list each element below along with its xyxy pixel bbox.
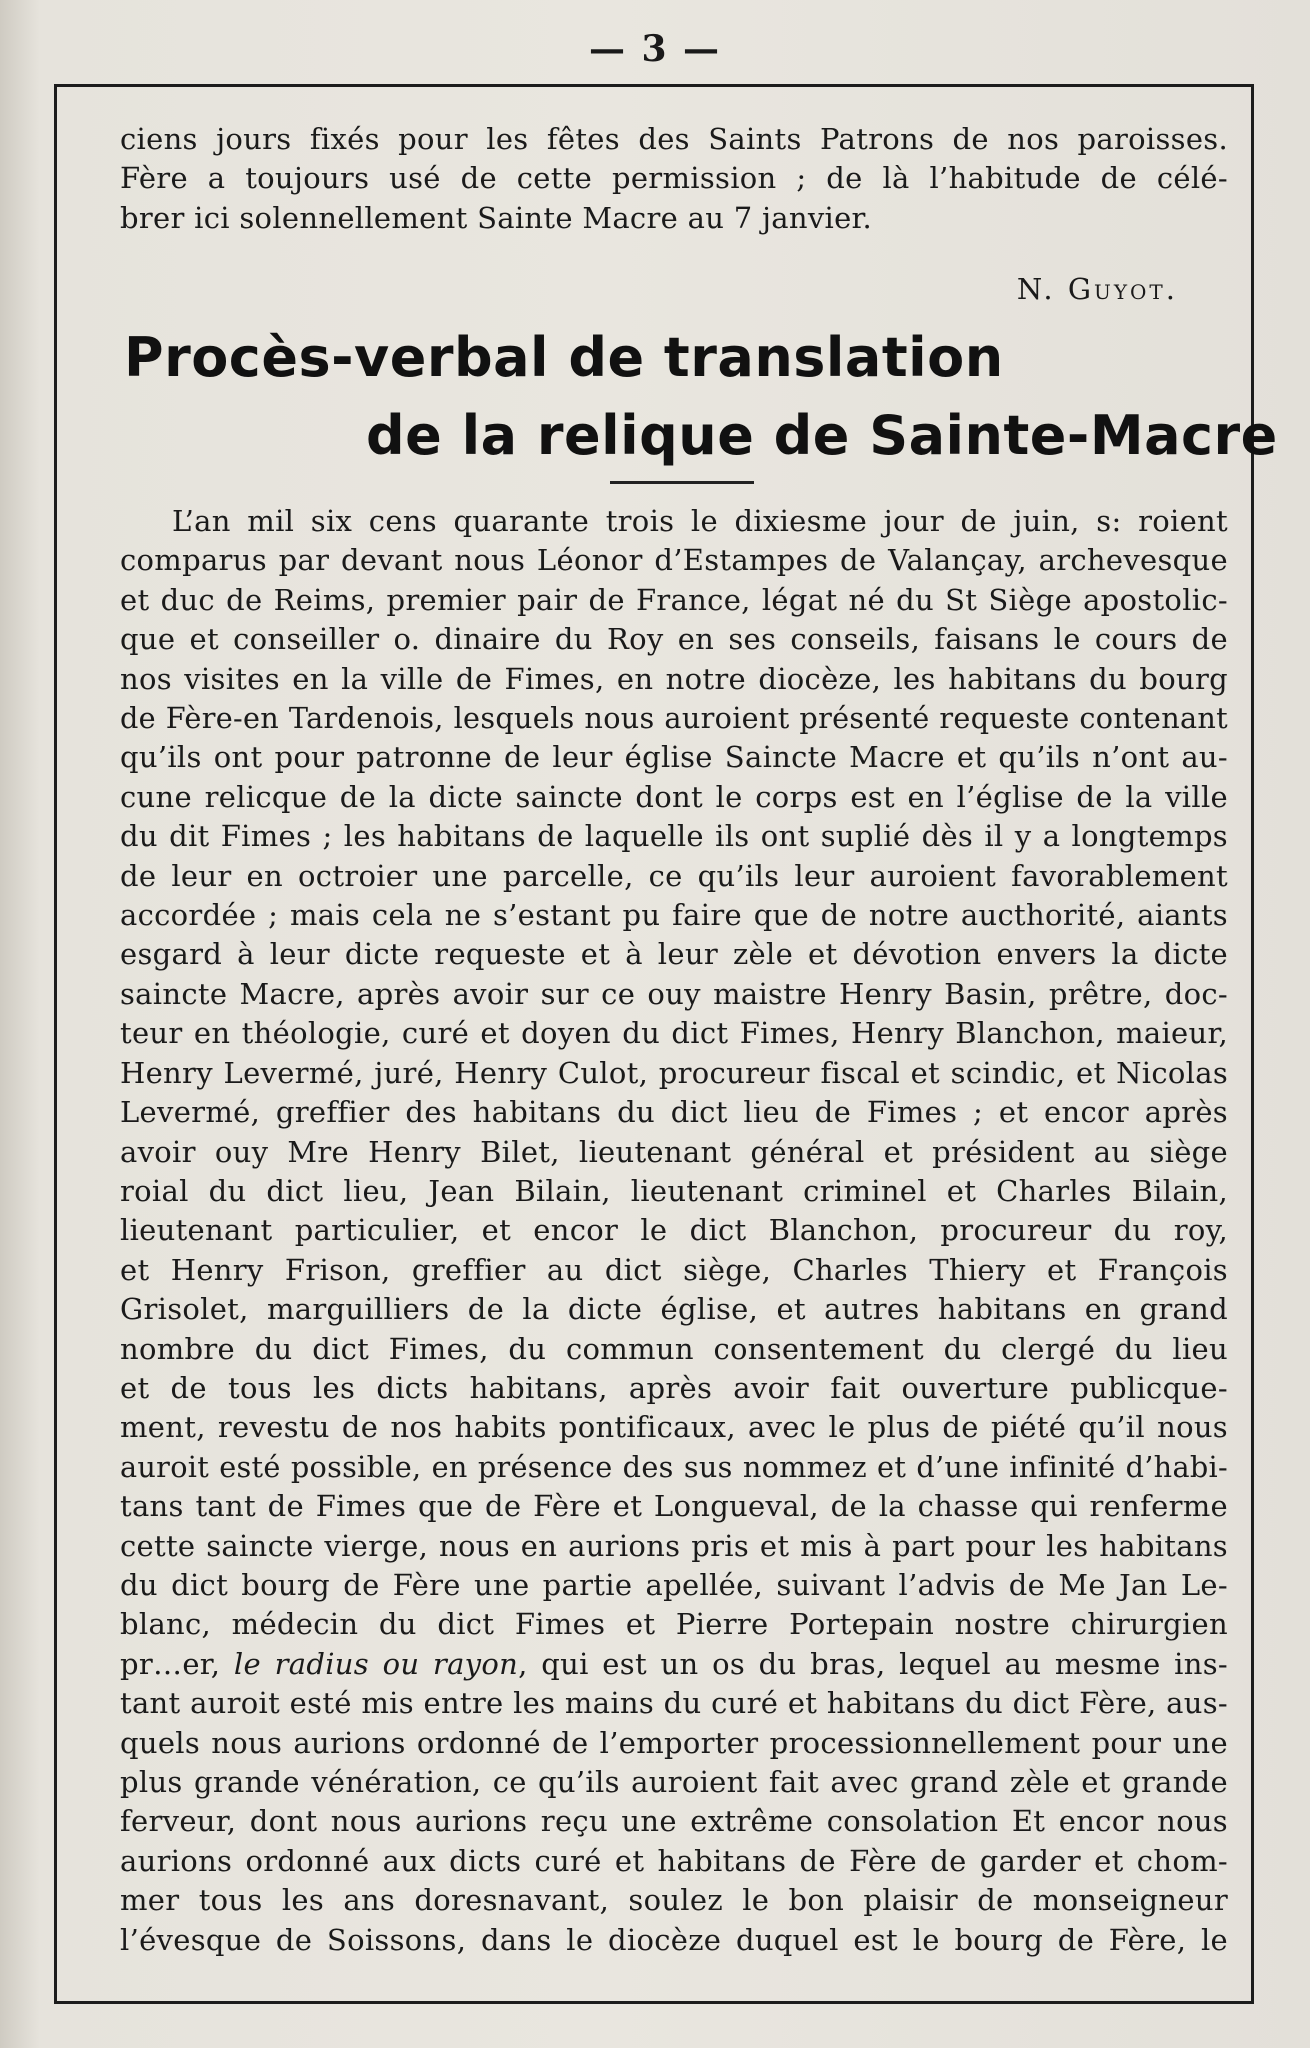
body-line: nombre du dict Fimes, du commun consentement du clergé du lieu xyxy=(120,1331,1228,1366)
intro-line: brer ici solennellement Sainte Macre au 7 janvier. xyxy=(120,200,873,235)
body-line: Grisolet, marguilliers de la dicte église, et autres habitans en grand xyxy=(120,1292,1228,1327)
title-divider xyxy=(610,481,754,484)
body-line: de leur en octroier une parcelle, ce qu’ils leur auroient favorablement xyxy=(120,858,1228,893)
body-line: roial du dict lieu, Jean Bilain, lieutenant criminel et Charles Bilain, xyxy=(120,1173,1228,1208)
body-line: de Fère-en Tardenois, lesquels nous auroient présenté requeste contenant xyxy=(120,701,1228,736)
body-line: saincte Macre, après avoir sur ce ouy maistre Henry Basin, prêtre, doc- xyxy=(120,976,1228,1011)
body-line: quels nous aurions ordonné de l’emporter processionnellement pour une xyxy=(120,1725,1228,1760)
article-title-line-2: de la relique de Sainte-Macre xyxy=(366,404,1278,467)
article-title-line-1: Procès-verbal de translation xyxy=(124,326,1004,389)
body-line: cette saincte vierge, nous en aurions pris et mis à part pour les habitans xyxy=(120,1528,1228,1563)
body-line-segment: pr…er, xyxy=(120,1646,234,1681)
body-line: et Henry Frison, greffier au dict siège, Charles Thiery et François xyxy=(120,1252,1228,1287)
body-line: et duc de Reims, premier pair de France, légat né du St Siège apostolic- xyxy=(120,582,1228,617)
body-line: auroit esté possible, en présence des sus nommez et d’une infinité d’habi- xyxy=(120,1449,1228,1484)
body-line: ferveur, dont nous aurions reçu une extrême consolation Et encor nous xyxy=(120,1804,1228,1839)
body-line: aurions ordonné aux dicts curé et habitans de Fère de garder et chom- xyxy=(120,1843,1228,1878)
intro-line: Fère a toujours usé de cette permission ; de là l’habitude de célé- xyxy=(120,161,1228,196)
body-line: tans tant de Fimes que de Fère et Longueval, de la chasse qui renferme xyxy=(120,1489,1228,1524)
article-body xyxy=(120,502,1228,1960)
body-line: que et conseiller o. dinaire du Roy en ses conseils, faisans le cours de xyxy=(120,622,1228,657)
body-line: qu’ils ont pour patronne de leur église Saincte Macre et qu’ils n’ont au- xyxy=(120,740,1228,775)
body-line: comparus par devant nous Léonor d’Estampes de Valançay, archevesque xyxy=(120,543,1228,578)
body-line: plus grande vénération, ce qu’ils auroient fait avec grand zèle et grande xyxy=(120,1765,1228,1799)
body-line: esgard à leur dicte requeste et à leur zèle et dévotion envers la dicte xyxy=(120,937,1228,972)
page-number: — 3 — xyxy=(588,28,722,70)
author-signature: N. Guyot. xyxy=(1016,272,1178,306)
body-line: accordée ; mais cela ne s’estant pu faire que de notre aucthorité, aiants xyxy=(120,898,1228,933)
body-line: Henry Levermé, juré, Henry Culot, procureur fiscal et scindic, et Nicolas xyxy=(120,1055,1228,1090)
body-line: l’évesque de Soissons, dans le diocèze duquel est le bourg de Fère, le xyxy=(120,1922,1228,1957)
body-line: lieutenant particulier, et encor le dict Blanchon, procureur du roy, xyxy=(120,1213,1228,1248)
body-line: ment, revestu de nos habits pontificaux, avec le plus de piété qu’il nous xyxy=(120,1410,1228,1445)
body-line: avoir ouy Mre Henry Bilet, lieutenant général et président au siège xyxy=(120,1134,1228,1169)
body-line: Levermé, greffier des habitans du dict lieu de Fimes ; et encor après xyxy=(120,1095,1228,1130)
italic-phrase: le radius ou rayon xyxy=(233,1646,519,1681)
body-line: et de tous les dicts habitans, après avoir fait ouverture publicque- xyxy=(120,1370,1228,1405)
body-line: L’an mil six cens quarante trois le dixiesme jour de juin, s: roient xyxy=(172,504,1228,538)
body-line: blanc, médecin du dict Fimes et Pierre Portepain nostre chirurgien xyxy=(120,1607,1228,1642)
body-line: teur en théologie, curé et doyen du dict Fimes, Henry Blanchon, maieur, xyxy=(120,1016,1228,1051)
body-line: cune relicque de la dicte saincte dont le corps est en l’église de la ville xyxy=(120,779,1228,814)
body-line-with-italic xyxy=(120,1645,1228,1684)
body-line: tant auroit esté mis entre les mains du curé et habitans du dict Fère, aus- xyxy=(120,1686,1228,1721)
body-line: nos visites en la ville de Fimes, en notre diocèze, les habitans du bourg xyxy=(120,661,1228,696)
body-line: mer tous les ans doresnavant, soulez le bon plaisir de monseigneur xyxy=(120,1883,1228,1918)
intro-line: ciens jours fixés pour les fêtes des Saints Patrons de nos paroisses. xyxy=(120,122,1228,156)
body-line: du dict bourg de Fère une partie apellée, suivant l’advis de Me Jan Le- xyxy=(120,1567,1228,1602)
intro-paragraph xyxy=(120,120,1228,238)
body-line-segment: , qui est un os du bras, lequel au mesme ins- xyxy=(518,1646,1228,1681)
body-line: du dit Fimes ; les habitans de laquelle ils ont suplié dès il y a longtemps xyxy=(120,819,1228,854)
